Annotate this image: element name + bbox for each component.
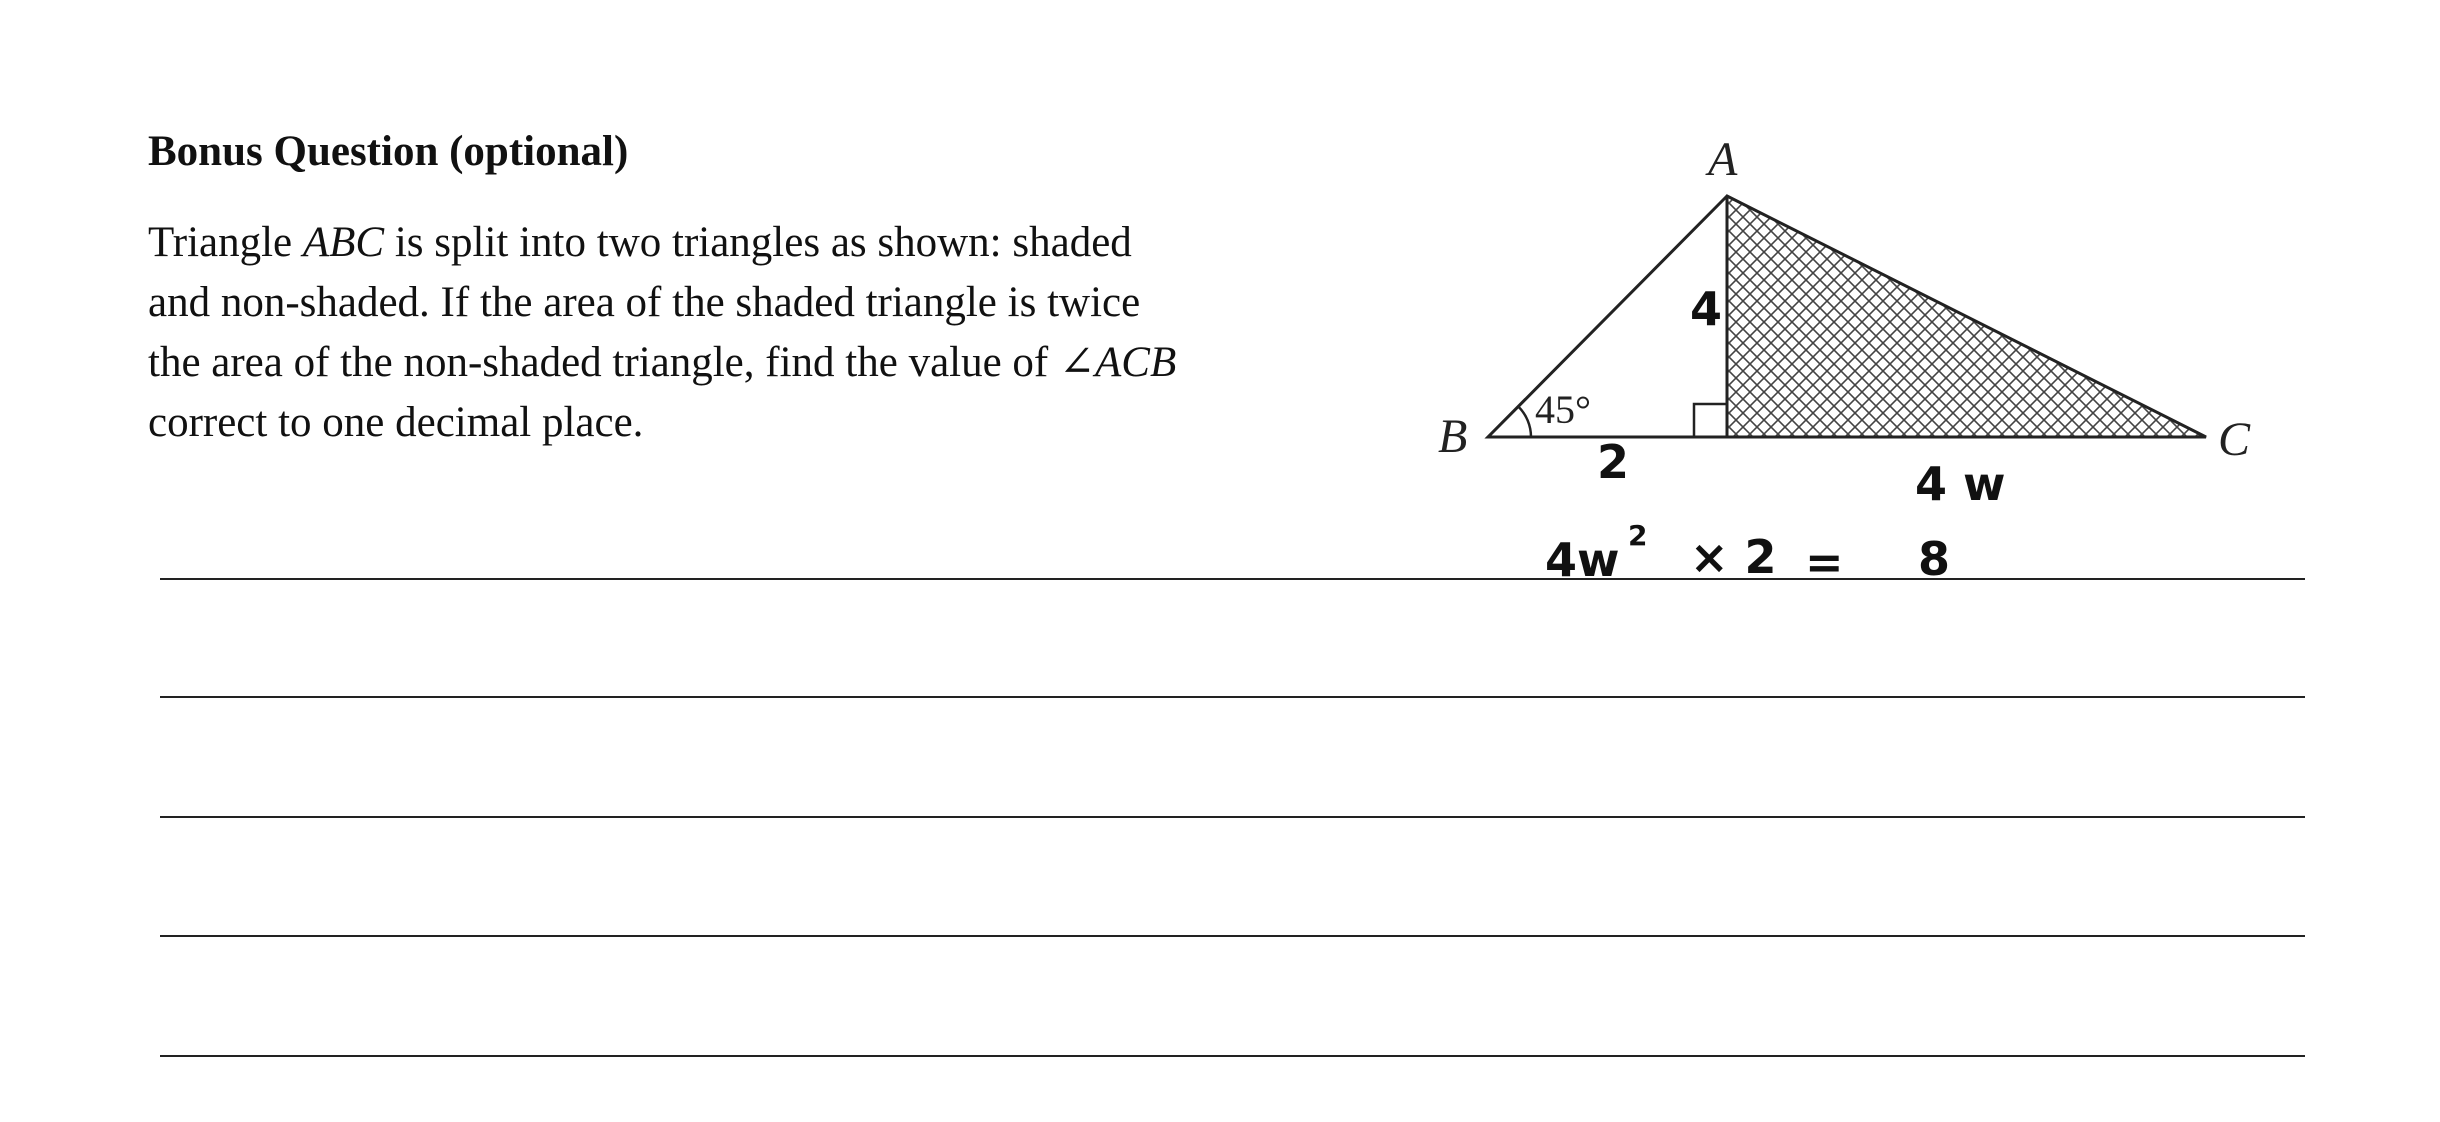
vertex-a-label: A — [1708, 133, 1738, 186]
answer-line — [160, 816, 2305, 818]
question-line-4: correct to one decimal place. — [148, 399, 644, 446]
right-angle-marker — [1694, 404, 1727, 437]
angle-arc-b — [1518, 407, 1531, 437]
question-line-2: and non-shaded. If the area of the shaded triangle is twice — [148, 279, 1141, 326]
vertex-b-label: B — [1438, 410, 1468, 463]
triangle-name: ABC — [302, 219, 385, 266]
question-heading: Bonus Question (optional) — [148, 128, 629, 175]
question-line-3: the area of the non-shaded triangle, find the value of ∠ACB — [148, 339, 1177, 386]
handwritten-result: 8 — [1918, 532, 1951, 586]
answer-line — [160, 578, 2305, 580]
vertex-c-label: C — [2218, 413, 2251, 466]
handwritten-bd-label: 2 — [1597, 435, 1630, 489]
answer-line — [160, 935, 2305, 937]
handwritten-dc-label: 4 w — [1915, 457, 2006, 511]
handwritten-altitude-label: 4 — [1690, 282, 1723, 336]
handwritten-times-two: × 2 — [1690, 530, 1777, 584]
answer-line — [160, 1055, 2305, 1057]
handwritten-area: 4w — [1545, 533, 1620, 587]
angle-b-label: 45° — [1535, 387, 1591, 432]
angle-acb: ∠ACB — [1059, 339, 1177, 386]
handwritten-area-exponent: 2 — [1628, 519, 1648, 552]
question-line-1: Triangle ABC is split into two triangles as shown: shaded — [148, 219, 1132, 266]
answer-line — [160, 696, 2305, 698]
handwritten-equals: = — [1805, 535, 1844, 589]
